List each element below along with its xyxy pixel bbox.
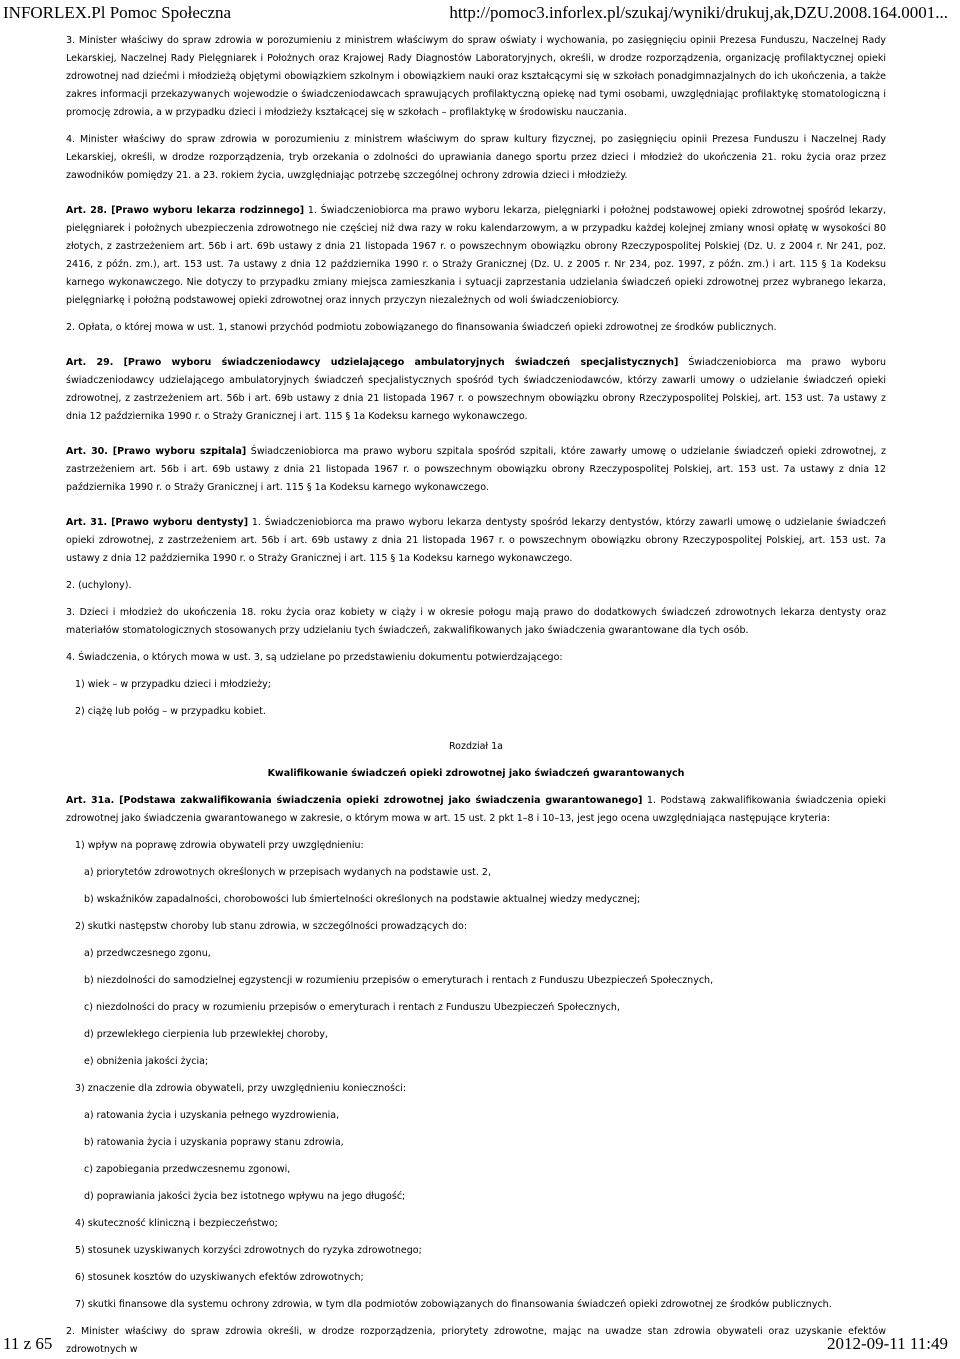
article-30: [66, 443, 886, 497]
article-31-text: 1. Świadczeniobiorca ma prawo wyboru lekarza dentysty spośród lekarzy dentystów, którzy zawarli umowę o udzielanie świadczeń opieki zdrowotnej, z zastrzeżeniem art. 56b i art. 69b ustawy z dnia 21 listopada 1967 r. o powszechnym obowiązku obrony Rzeczypospolitej Polskiej, art. 153 ust. 7a ustawy z dnia 12 października 1990 r. o Straży Granicznej i art. 115 § 1a Kodeksu karnego wykonawczego.: [66, 517, 886, 564]
criterion-2a: a) przedwczesnego zgonu,: [84, 948, 211, 959]
article-31-item-2: 2) ciążę lub połóg – w przypadku kobiet.: [75, 706, 266, 717]
criterion-7: 7) skutki finansowe dla systemu ochrony zdrowia, w tym dla podmiotów zobowiązanych do finansowania świadczeń opieki zdrowotnej ze środków publicznych.: [75, 1299, 832, 1310]
criterion-6: 6) stosunek kosztów do uzyskiwanych efektów zdrowotnych;: [75, 1272, 364, 1283]
article-31a: [66, 792, 886, 828]
chapter-number: Rozdział 1a: [448, 741, 504, 752]
footer-timestamp: 2012-09-11 11:49: [826, 1334, 948, 1353]
article-29-text: Świadczeniobiorca ma prawo wyboru świadczeniodawcy udzielającego ambulatoryjnych świadczeń specjalistycznych spośród tych świadczeniodawców, którzy zawarli umowy o udzielanie świadczeń opieki zdrowotnej, z zastrzeżeniem art. 56b i art. 69b ustawy z dnia 21 listopada 1967 r. o powszechnym obowiązku obrony Rzeczypospolitej Polskiej, art. 153 ust. 7a ustawy z dnia 12 października 1990 r. o Straży Granicznej i art. 115 § 1a Kodeksu karnego wykonawczego.: [66, 357, 886, 422]
browser-print-header: [0, 0, 960, 26]
header-site-title: INFORLEX.Pl Pomoc Społeczna: [3, 3, 232, 22]
article-29-heading: Art. 29. [Prawo wyboru świadczeniodawcy udzielającego ambulatoryjnych świadczeń specjalistycznych]: [66, 357, 679, 368]
header-url: http://pomoc3.inforlex.pl/szukaj/wyniki/drukuj,ak,DZU.2008.164.0001...: [449, 3, 948, 22]
article-31a-text: 1. Podstawą zakwalifikowania świadczenia opieki zdrowotnej jako świadczenia gwarantowanego w zakresie, o którym mowa w art. 15 ust. 2 pkt 1–8 i 10–13, jest jego ocena uwzględniająca następujące kryteria:: [66, 795, 886, 824]
article-28-text: 1. Świadczeniobiorca ma prawo wyboru lekarza, pielęgniarki i położnej podstawowej opieki zdrowotnej spośród lekarzy, pielęgniarek i położnych ubezpieczenia zdrowotnego nie częściej niż dwa razy w roku kalendarzowym, a w przypadku każdej kolejnej zmiany wnosi opłatę w wysokości 80 złotych, z zastrzeżeniem art. 56b i art. 69b ustawy z dnia 21 listopada 1967 r. o powszechnym obowiązku obrony Rzeczypospolitej Polskiej (Dz. U. z 2004 r. Nr 241, poz. 2416, z późn. zm.), art. 153 ust. 7a ustawy z dnia 12 października 1990 r. o Straży Granicznej (Dz. U. z 2005 r. Nr 234, poz. 1997, z późn. zm.) i art. 115 § 1a Kodeksu karnego wykonawczego. Nie dotyczy to przypadku zmiany miejsca zamieszkania i sytuacji zaprzestania udzielania świadczeń opieki zdrowotnej przez wybranego lekarza, pielęgniarkę i położną podstawowej opieki zdrowotnej oraz innych przyczyn niezależnych od woli świadczeniobiorcy.: [66, 205, 886, 306]
criterion-1: 1) wpływ na poprawę zdrowia obywateli przy uwzględnieniu:: [75, 840, 364, 851]
article-31-para-3: 3. Dzieci i młodzież do ukończenia 18. roku życia oraz kobiety w ciąży i w okresie połogu mają prawo do dodatkowych świadczeń zdrowotnych lekarza dentysty oraz materiałów stomatologicznych stosowanych przy udzielaniu tych świadczeń, zakwalifikowanych jako świadczenia gwarantowane dla tych osób.: [66, 607, 886, 636]
article-31: [66, 514, 886, 568]
chapter-title: [66, 765, 886, 783]
criterion-4: 4) skuteczność kliniczną i bezpieczeństwo;: [75, 1218, 278, 1229]
criterion-2c: c) niezdolności do pracy w rozumieniu przepisów o emeryturach i rentach z Funduszu Ubezpieczeń Społecznych,: [84, 1002, 620, 1013]
article-30-text: Świadczeniobiorca ma prawo wyboru szpitala spośród szpitali, które zawarły umowę o udzielanie świadczeń opieki zdrowotnej, z zastrzeżeniem art. 56b i art. 69b ustawy z dnia 21 listopada 1967 r. o powszechnym obowiązku obrony Rzeczypospolitej Polskiej, art. 153 ust. 7a ustawy z dnia 12 października 1990 r. o Straży Granicznej i art. 115 § 1a Kodeksu karnego wykonawczego.: [66, 446, 886, 493]
paragraph-4: 4. Minister właściwy do spraw zdrowia w porozumieniu z ministrem właściwym do spraw kultury fizycznej, po zasięgnięciu opinii Prezesa Funduszu i Naczelnej Rady Lekarskiej, określi, w drodze rozporządzenia, tryb orzekania o zdolności do uprawiania danego sportu przez dzieci i młodzież do ukończenia 21. roku życia oraz przez zawodników pomiędzy 21. a 23. rokiem życia, uwzględniając potrzebę szczególnej ochrony zdrowia dzieci i młodzieży.: [66, 134, 886, 181]
article-28-para-2: 2. Opłata, o której mowa w ust. 1, stanowi przychód podmiotu zobowiązanego do finansowania świadczeń opieki zdrowotnej ze środków publicznych.: [66, 322, 777, 333]
paragraph-3: 3. Minister właściwy do spraw zdrowia w porozumieniu z ministrem właściwym do spraw oświaty i wychowania, po zasięgnięciu opinii Prezesa Funduszu, Naczelnej Rady Lekarskiej, Naczelnej Rady Pielęgniarek i Położnych oraz Krajowej Rady Diagnostów Laboratoryjnych, określi, w drodze rozporządzenia, organizację profilaktycznej opieki zdrowotnej nad dziećmi i młodzieżą objętymi obowiązkiem szkolnym i obowiązkiem nauki oraz kształcącymi się w szkołach ponadgimnazjalnych do ich ukończenia, a także zakres informacji przekazywanych wojewodzie o świadczeniodawcach sprawujących profilaktyczną opiekę nad tymi osobami, uwzględniając profilaktykę stomatologiczną i promocję zdrowia, a w przypadku dzieci i młodzieży kształcącej się w szkołach – profilaktykę w środowisku nauczania.: [66, 35, 886, 118]
criterion-2d: d) przewlekłego cierpienia lub przewlekłej choroby,: [84, 1029, 328, 1040]
criterion-3: 3) znaczenie dla zdrowia obywateli, przy uwzględnieniu konieczności:: [75, 1083, 407, 1094]
chapter-title-text: Kwalifikowanie świadczeń opieki zdrowotnej jako świadczeń gwarantowanych: [267, 768, 685, 779]
footer-page-count: 11 z 65: [3, 1334, 53, 1353]
criterion-3a: a) ratowania życia i uzyskania pełnego wyzdrowienia,: [84, 1110, 340, 1121]
article-31a-heading: Art. 31a. [Podstawa zakwalifikowania świadczenia opieki zdrowotnej jako świadczenia gwarantowanego]: [66, 795, 643, 806]
article-28-heading: Art. 28. [Prawo wyboru lekarza rodzinnego]: [66, 205, 305, 216]
article-29: [66, 354, 886, 426]
criterion-2b: b) niezdolności do samodzielnej egzystencji w rozumieniu przepisów o emeryturach i rentach z Funduszu Ubezpieczeń Społecznych,: [84, 975, 714, 986]
criterion-2: 2) skutki następstw choroby lub stanu zdrowia, w szczególności prowadzących do:: [75, 921, 468, 932]
criterion-3b: b) ratowania życia i uzyskania poprawy stanu zdrowia,: [84, 1137, 344, 1148]
article-31-heading: Art. 31. [Prawo wyboru dentysty]: [66, 517, 249, 528]
criterion-3c: c) zapobiegania przedwczesnemu zgonowi,: [84, 1164, 291, 1175]
article-31-para-2: 2. (uchylony).: [66, 580, 132, 591]
criterion-2e: e) obniżenia jakości życia;: [84, 1056, 209, 1067]
criterion-1b: b) wskaźników zapadalności, chorobowości lub śmiertelności określonych na podstawie aktualnej wiedzy medycznej;: [84, 894, 641, 905]
article-28: [66, 202, 886, 310]
criterion-5: 5) stosunek uzyskiwanych korzyści zdrowotnych do ryzyka zdrowotnego;: [75, 1245, 422, 1256]
document-body: [66, 32, 886, 1359]
article-30-heading: Art. 30. [Prawo wyboru szpitala]: [66, 446, 247, 457]
browser-print-footer: [0, 1331, 960, 1357]
article-31-item-1: 1) wiek – w przypadku dzieci i młodzieży;: [75, 679, 271, 690]
article-31-para-4: 4. Świadczenia, o których mowa w ust. 3, są udzielane po przedstawieniu dokumentu potwierdzającego:: [66, 652, 563, 663]
paragraph-last: 2. Minister właściwy do spraw zdrowia określi, w drodze rozporządzenia, priorytety zdrowotne, mając na uwadze stan zdrowia obywateli oraz uzyskanie efektów zdrowotnych w: [66, 1326, 886, 1355]
criterion-1a: a) priorytetów zdrowotnych określonych w przepisach wydanych na podstawie ust. 2,: [84, 867, 491, 878]
criterion-3d: d) poprawiania jakości życia bez istotnego wpływu na jego długość;: [84, 1191, 406, 1202]
